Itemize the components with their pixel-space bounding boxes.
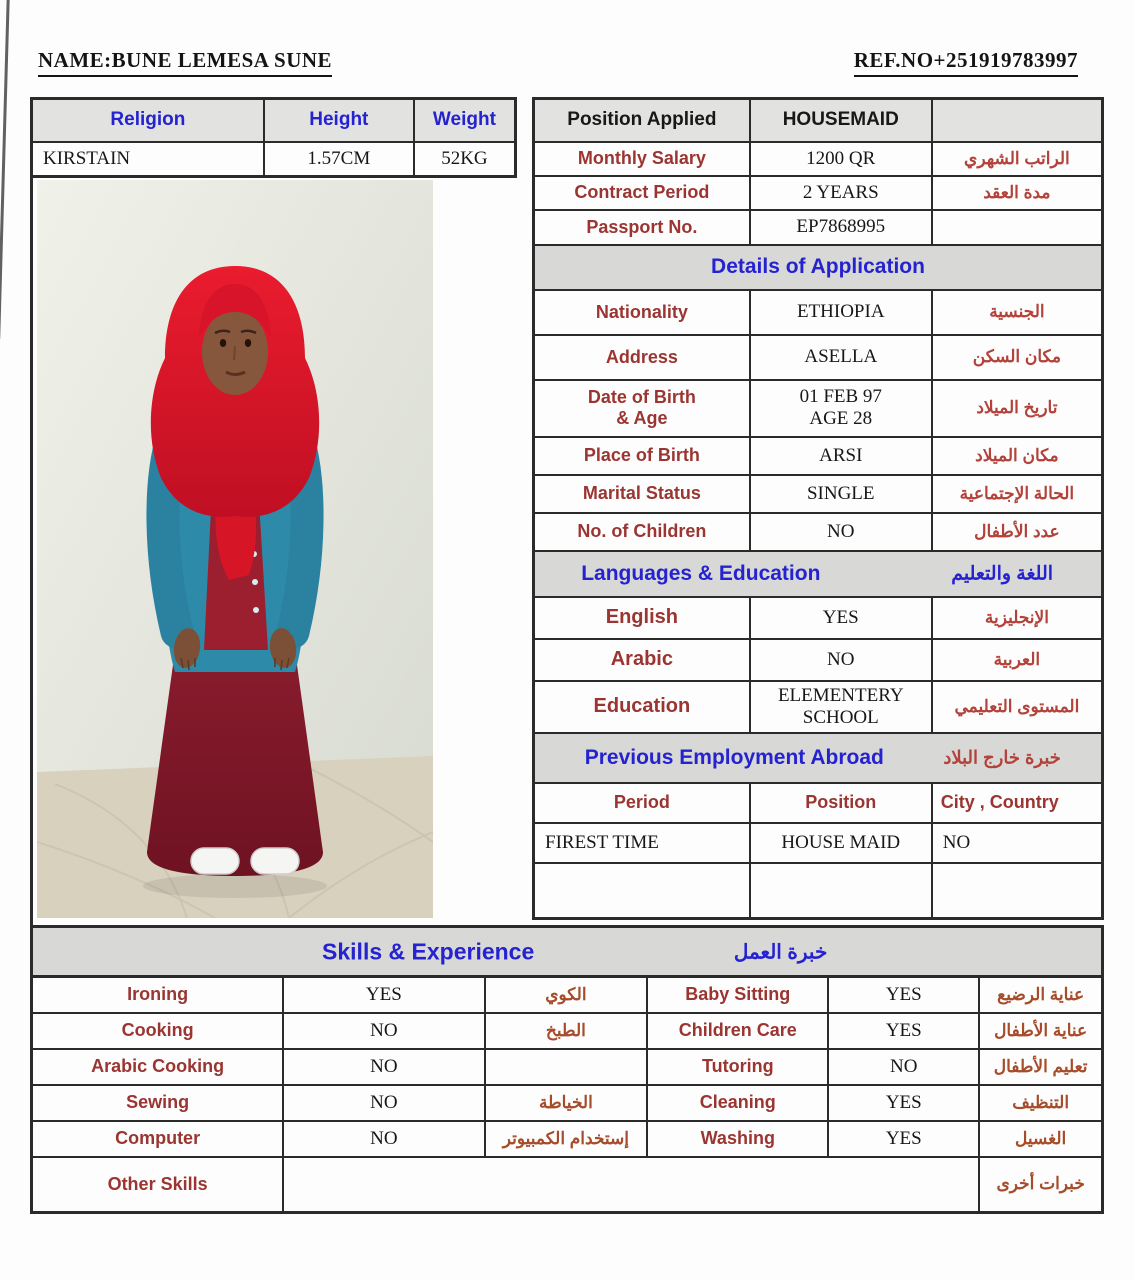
main-area [30, 97, 1104, 920]
left-column [30, 97, 517, 920]
empty-cell [932, 99, 1103, 142]
weight-value: 52KG [414, 142, 516, 177]
ironing-arabic: الكوي [485, 977, 648, 1013]
ironing-value: YES [283, 977, 484, 1013]
children-label: No. of Children [534, 513, 750, 551]
washing-value: YES [828, 1121, 979, 1157]
sewing-arabic: الخياطة [485, 1085, 648, 1121]
cleaning-label: Cleaning [647, 1085, 828, 1121]
empty-cell [534, 863, 750, 919]
employment-city-value: NO [932, 823, 1103, 863]
city-country-column-header: City , Country [932, 783, 1103, 823]
nationality-value: ETHIOPIA [750, 290, 932, 335]
marital-status-label: Marital Status [534, 475, 750, 513]
employment-period-value: FIREST TIME [534, 823, 750, 863]
passport-label: Passport No. [534, 210, 750, 245]
tutoring-label: Tutoring [647, 1049, 828, 1085]
place-of-birth-label: Place of Birth [534, 437, 750, 475]
document-header [38, 48, 1078, 77]
washing-label: Washing [647, 1121, 828, 1157]
dob-value-line1: 01 FEB 97 [799, 386, 882, 408]
children-value: NO [750, 513, 932, 551]
empty-cell [750, 863, 932, 919]
arabic-value: NO [750, 639, 932, 681]
cooking-value: NO [283, 1013, 484, 1049]
place-of-birth-value: ARSI [750, 437, 932, 475]
cooking-label: Cooking [32, 1013, 284, 1049]
right-column [532, 97, 1104, 920]
other-skills-value [283, 1157, 979, 1213]
marital-status-arabic: الحالة الإجتماعية [932, 475, 1103, 513]
dob-label [534, 380, 750, 437]
dob-arabic: تاريخ الميلاد [932, 380, 1103, 437]
religion-header: Religion [32, 99, 264, 142]
languages-section-title: Languages & Education [581, 561, 821, 585]
children-care-arabic: عناية الأطفال [979, 1013, 1102, 1049]
children-care-value: YES [828, 1013, 979, 1049]
contract-period-value: 2 YEARS [750, 176, 932, 210]
washing-arabic: الغسيل [979, 1121, 1102, 1157]
english-label: English [534, 597, 750, 639]
education-label: Education [534, 681, 750, 733]
cooking-arabic: الطبخ [485, 1013, 648, 1049]
cleaning-value: YES [828, 1085, 979, 1121]
other-skills-arabic: خبرات أخرى [979, 1157, 1102, 1213]
children-care-label: Children Care [647, 1013, 828, 1049]
religion-value: KIRSTAIN [32, 142, 264, 177]
table-header-row [32, 99, 516, 142]
place-of-birth-arabic: مكان الميلاد [932, 437, 1103, 475]
address-value: ASELLA [750, 335, 932, 380]
empty-cell [932, 863, 1103, 919]
details-section-title: Details of Application [534, 245, 1103, 290]
cleaning-arabic: التنظيف [979, 1085, 1102, 1121]
skills-section-band [30, 925, 1104, 975]
monthly-salary-arabic: الراتب الشهري [932, 142, 1103, 176]
baby-sitting-value: YES [828, 977, 979, 1013]
application-details-table [532, 97, 1104, 920]
nationality-arabic: الجنسية [932, 290, 1103, 335]
weight-header: Weight [414, 99, 516, 142]
arabic-cooking-label: Arabic Cooking [32, 1049, 284, 1085]
nationality-label: Nationality [534, 290, 750, 335]
dob-value-line2: AGE 28 [809, 408, 873, 429]
position-column-header: Position [750, 783, 932, 823]
arabic-cooking-value: NO [283, 1049, 484, 1085]
other-skills-label: Other Skills [32, 1157, 284, 1213]
reference-number: REF.NO+251919783997 [854, 48, 1078, 77]
skills-section-title: Skills & Experience [322, 938, 535, 964]
ironing-label: Ironing [32, 977, 284, 1013]
education-value-line1: ELEMENTERY [777, 684, 904, 706]
arabic-label: Arabic [534, 639, 750, 681]
dob-label-line1: Date of Birth [587, 387, 696, 408]
computer-label: Computer [32, 1121, 284, 1157]
monthly-salary-value: 1200 QR [750, 142, 932, 176]
arabic-arabic: العربية [932, 639, 1103, 681]
english-arabic: الإنجليزية [932, 597, 1103, 639]
monthly-salary-label: Monthly Salary [534, 142, 750, 176]
education-value [750, 681, 932, 733]
table-value-row [32, 142, 516, 177]
skills-section [30, 925, 1104, 1214]
computer-arabic: إستخدام الكمبيوتر [485, 1121, 648, 1157]
english-value: YES [750, 597, 932, 639]
height-value: 1.57CM [264, 142, 414, 177]
employment-section-title: Previous Employment Abroad [584, 745, 884, 769]
height-header: Height [264, 99, 414, 142]
position-applied-value: HOUSEMAID [750, 99, 932, 142]
languages-section-band [534, 551, 1103, 597]
tutoring-arabic: تعليم الأطفال [979, 1049, 1102, 1085]
contract-period-label: Contract Period [534, 176, 750, 210]
address-arabic: مكان السكن [932, 335, 1103, 380]
scan-edge-artifact [0, 0, 9, 339]
applicant-name: NAME:BUNE LEMESA SUNE [38, 48, 332, 77]
arabic-cooking-arabic [485, 1049, 648, 1085]
education-arabic: المستوى التعليمي [932, 681, 1103, 733]
languages-section-arabic: اللغة والتعليم [951, 563, 1054, 584]
tutoring-value: NO [828, 1049, 979, 1085]
skills-section-arabic: خبرة العمل [733, 941, 828, 963]
skills-table [30, 975, 1104, 1214]
sewing-value: NO [283, 1085, 484, 1121]
dob-value [750, 380, 932, 437]
baby-sitting-arabic: عناية الرضيع [979, 977, 1102, 1013]
employment-position-value: HOUSE MAID [750, 823, 932, 863]
dob-label-line2: & Age [616, 408, 668, 428]
sewing-label: Sewing [32, 1085, 284, 1121]
applicant-photo [37, 180, 433, 918]
employment-section-band [534, 733, 1103, 783]
children-arabic: عدد الأطفال [932, 513, 1103, 551]
education-value-line2: SCHOOL [802, 706, 879, 728]
baby-sitting-label: Baby Sitting [647, 977, 828, 1013]
contract-period-arabic: مدة العقد [932, 176, 1103, 210]
empty-cell [932, 210, 1103, 245]
passport-value: EP7868995 [750, 210, 932, 245]
religion-height-weight-table [30, 97, 517, 178]
marital-status-value: SINGLE [750, 475, 932, 513]
address-label: Address [534, 335, 750, 380]
computer-value: NO [283, 1121, 484, 1157]
period-column-header: Period [534, 783, 750, 823]
position-applied-label: Position Applied [534, 99, 750, 142]
employment-section-arabic: خبرة خارج البلاد [943, 747, 1061, 767]
